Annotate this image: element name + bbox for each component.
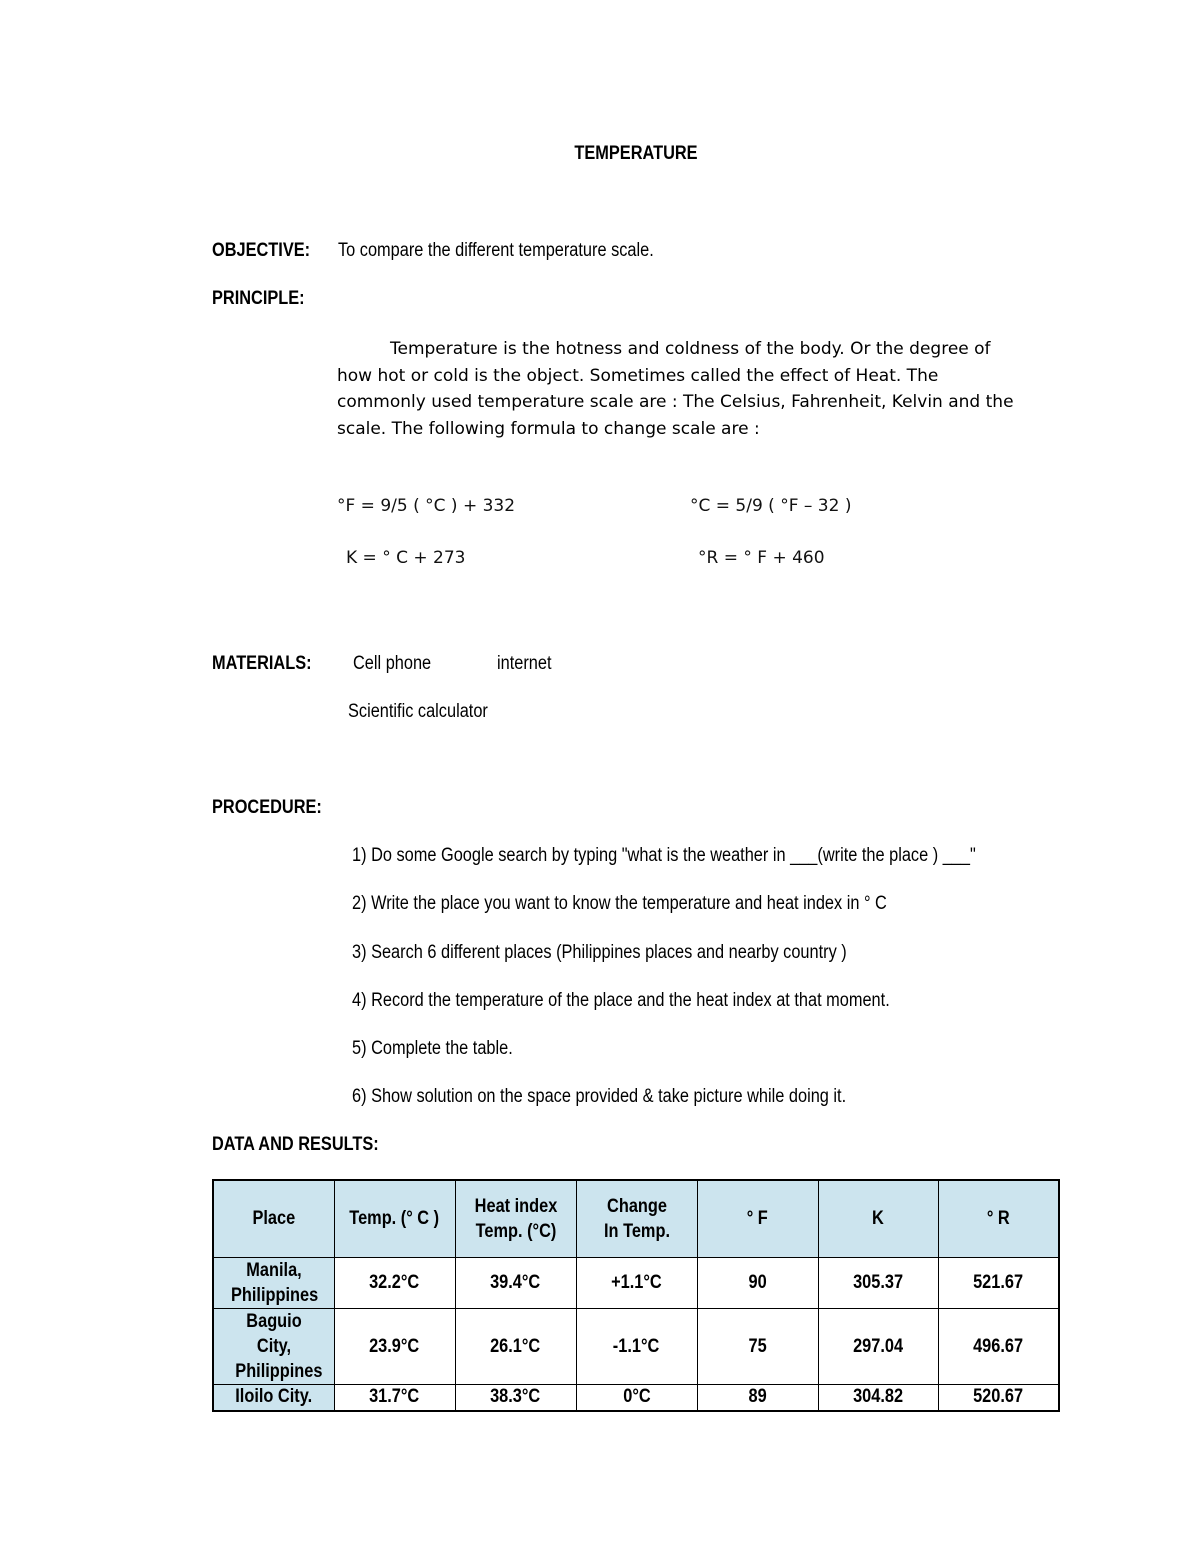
procedure-step: 1) Do some Google search by typing "what is the weather in ___(write the place ) ___" bbox=[352, 845, 976, 866]
materials-label: MATERIALS: bbox=[212, 653, 312, 674]
cell-heat-index: 38.3°C bbox=[455, 1385, 576, 1411]
column-header-heat-index: Heat index Temp. (°C) bbox=[455, 1180, 576, 1258]
material-item: Scientific calculator bbox=[348, 701, 488, 722]
principle-line: commonly used temperature scale are : The Celsius, Fahrenheit, Kelvin and the bbox=[337, 392, 1014, 412]
cell-rankine: 496.67 bbox=[938, 1309, 1059, 1385]
formula-celsius: °C = 5/9 ( °F – 32 ) bbox=[690, 496, 852, 516]
cell-change: +1.1°C bbox=[576, 1258, 697, 1309]
material-item: Cell phone bbox=[353, 653, 432, 674]
cell-heat-index: 26.1°C bbox=[455, 1309, 576, 1385]
table-row bbox=[213, 1385, 1059, 1411]
cell-fahrenheit: 89 bbox=[697, 1385, 818, 1411]
cell-kelvin: 304.82 bbox=[818, 1385, 938, 1411]
cell-fahrenheit: 75 bbox=[697, 1309, 818, 1385]
cell-temp: 32.2°C bbox=[334, 1258, 455, 1309]
principle-line: Temperature is the hotness and coldness of the body. Or the degree of bbox=[390, 339, 991, 359]
cell-temp: 23.9°C bbox=[334, 1309, 455, 1385]
procedure-step: 3) Search 6 different places (Philippines places and nearby country ) bbox=[352, 942, 847, 963]
objective-label: OBJECTIVE: bbox=[212, 240, 311, 261]
column-header-place: Place bbox=[213, 1180, 334, 1258]
cell-kelvin: 297.04 bbox=[818, 1309, 938, 1385]
cell-fahrenheit: 90 bbox=[697, 1258, 818, 1309]
table-header-row bbox=[213, 1180, 1059, 1258]
results-table bbox=[212, 1179, 1060, 1412]
cell-place: Iloilo City. bbox=[213, 1385, 334, 1411]
formula-kelvin: K = ° C + 273 bbox=[346, 548, 466, 568]
principle-line: how hot or cold is the object. Sometimes called the effect of Heat. The bbox=[337, 365, 939, 386]
material-item: internet bbox=[497, 653, 552, 674]
column-header-temp: Temp. (° C ) bbox=[334, 1180, 455, 1258]
column-header-change: Change In Temp. bbox=[576, 1180, 697, 1258]
objective-text: To compare the different temperature scale. bbox=[338, 240, 654, 261]
cell-place: Baguio City, Philippines bbox=[213, 1309, 334, 1385]
procedure-step: 2) Write the place you want to know the temperature and heat index in ° C bbox=[352, 893, 887, 914]
formula-rankine: °R = ° F + 460 bbox=[698, 548, 825, 568]
cell-change: 0°C bbox=[576, 1385, 697, 1411]
cell-rankine: 520.67 bbox=[938, 1385, 1059, 1411]
cell-change: -1.1°C bbox=[576, 1309, 697, 1385]
cell-rankine: 521.67 bbox=[938, 1258, 1059, 1309]
procedure-step: 5) Complete the table. bbox=[352, 1038, 513, 1059]
document-title: TEMPERATURE bbox=[574, 143, 698, 164]
procedure-step: 4) Record the temperature of the place and the heat index at that moment. bbox=[352, 990, 890, 1011]
procedure-label: PROCEDURE: bbox=[212, 797, 322, 818]
cell-kelvin: 305.37 bbox=[818, 1258, 938, 1309]
principle-label: PRINCIPLE: bbox=[212, 288, 305, 309]
principle-line: scale. The following formula to change scale are : bbox=[337, 418, 760, 439]
principle-paragraph bbox=[337, 336, 1037, 442]
column-header-rankine: ° R bbox=[938, 1180, 1059, 1258]
column-header-fahrenheit: ° F bbox=[697, 1180, 818, 1258]
table-row bbox=[213, 1258, 1059, 1309]
data-results-label: DATA AND RESULTS: bbox=[212, 1134, 379, 1155]
cell-place: Manila, Philippines bbox=[213, 1258, 334, 1309]
procedure-step: 6) Show solution on the space provided & take picture while doing it. bbox=[352, 1086, 847, 1107]
table-row bbox=[213, 1309, 1059, 1385]
formula-fahrenheit: °F = 9/5 ( °C ) + 332 bbox=[337, 496, 516, 516]
column-header-kelvin: K bbox=[818, 1180, 938, 1258]
cell-heat-index: 39.4°C bbox=[455, 1258, 576, 1309]
cell-temp: 31.7°C bbox=[334, 1385, 455, 1411]
